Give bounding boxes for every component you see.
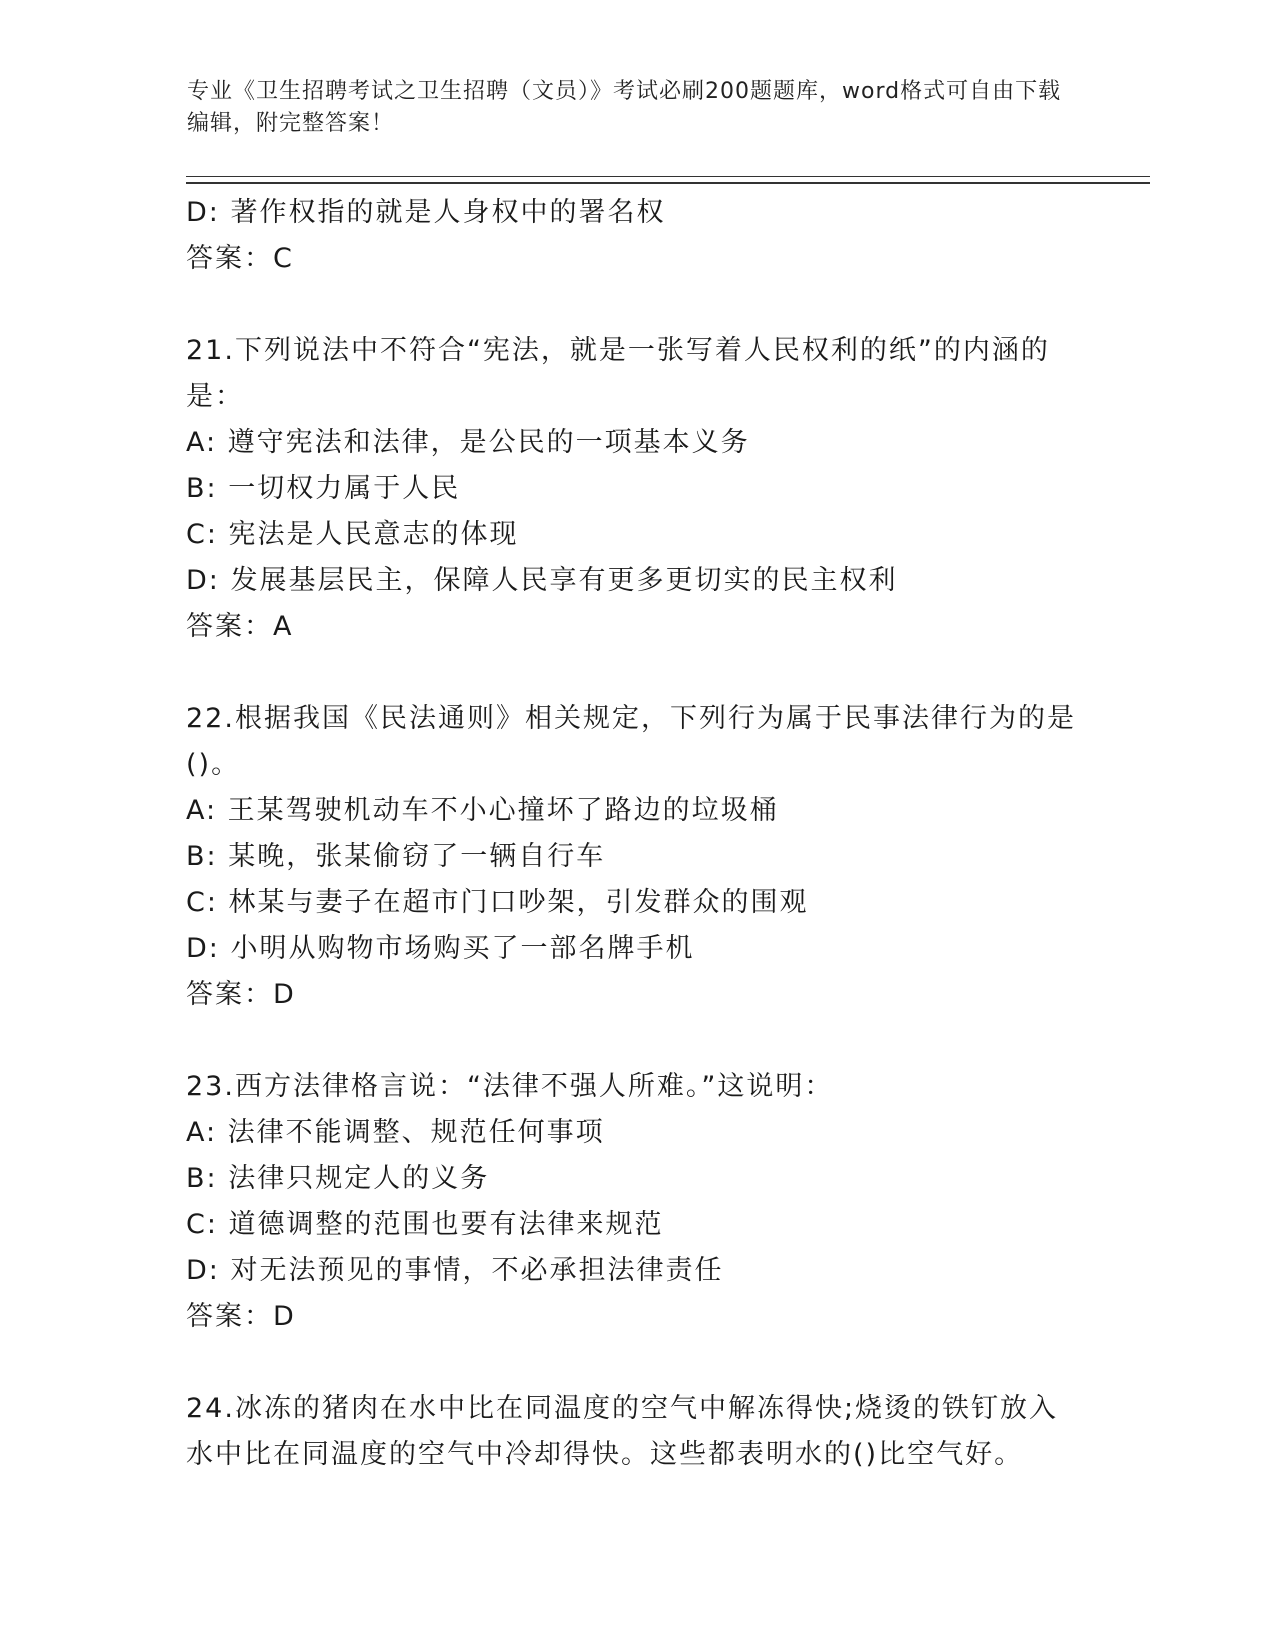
option-b: B: 一切权力属于人民 [186,473,461,504]
option-d: D: 对无法预见的事情，不必承担法律责任 [186,1255,724,1286]
question-stem: 22.根据我国《民法通则》相关规定，下列行为属于民事法律行为的是()。 [186,703,1076,780]
option-d: D: 著作权指的就是人身权中的署名权 [186,197,666,228]
header-divider [186,176,1150,184]
question-stem: 23.西方法律格言说：“法律不强人所难。”这说明： [186,1071,834,1102]
option-c: C: 林某与妻子在超市门口吵架，引发群众的围观 [186,887,809,918]
option-c: C: 宪法是人民意志的体现 [186,519,519,550]
question-23 [186,1064,1086,1340]
answer-line: 答案：D [186,979,296,1010]
question-content [186,190,1086,1478]
option-a: A: 法律不能调整、规范任何事项 [186,1117,605,1148]
option-a: A: 王某驾驶机动车不小心撞坏了路边的垃圾桶 [186,795,779,826]
question-stem: 24.冰冻的猪肉在水中比在同温度的空气中解冻得快;烧烫的铁钉放入水中比在同温度的空气中冷却得快。这些都表明水的()比空气好。 [186,1393,1059,1470]
answer-line: 答案：C [186,243,294,274]
option-b: B: 某晚，张某偷窃了一辆自行车 [186,841,606,872]
option-c: C: 道德调整的范围也要有法律来规范 [186,1209,664,1240]
option-b: B: 法律只规定人的义务 [186,1163,490,1194]
question-stem: 21.下列说法中不符合“宪法，就是一张写着人民权利的纸”的内涵的是： [186,335,1050,412]
question-21 [186,328,1086,650]
question-24 [186,1386,1086,1478]
question-22 [186,696,1086,1018]
answer-line: 答案：A [186,611,294,642]
option-a: A: 遵守宪法和法律，是公民的一项基本义务 [186,427,750,458]
document-header: 专业《卫生招聘考试之卫生招聘（文员）》考试必刷200题题库，word格式可自由下载编辑，附完整答案！ [187,79,1062,136]
option-d: D: 发展基层民主，保障人民享有更多更切实的民主权利 [186,565,898,596]
answer-line: 答案：D [186,1301,296,1332]
option-d: D: 小明从购物市场购买了一部名牌手机 [186,933,695,964]
